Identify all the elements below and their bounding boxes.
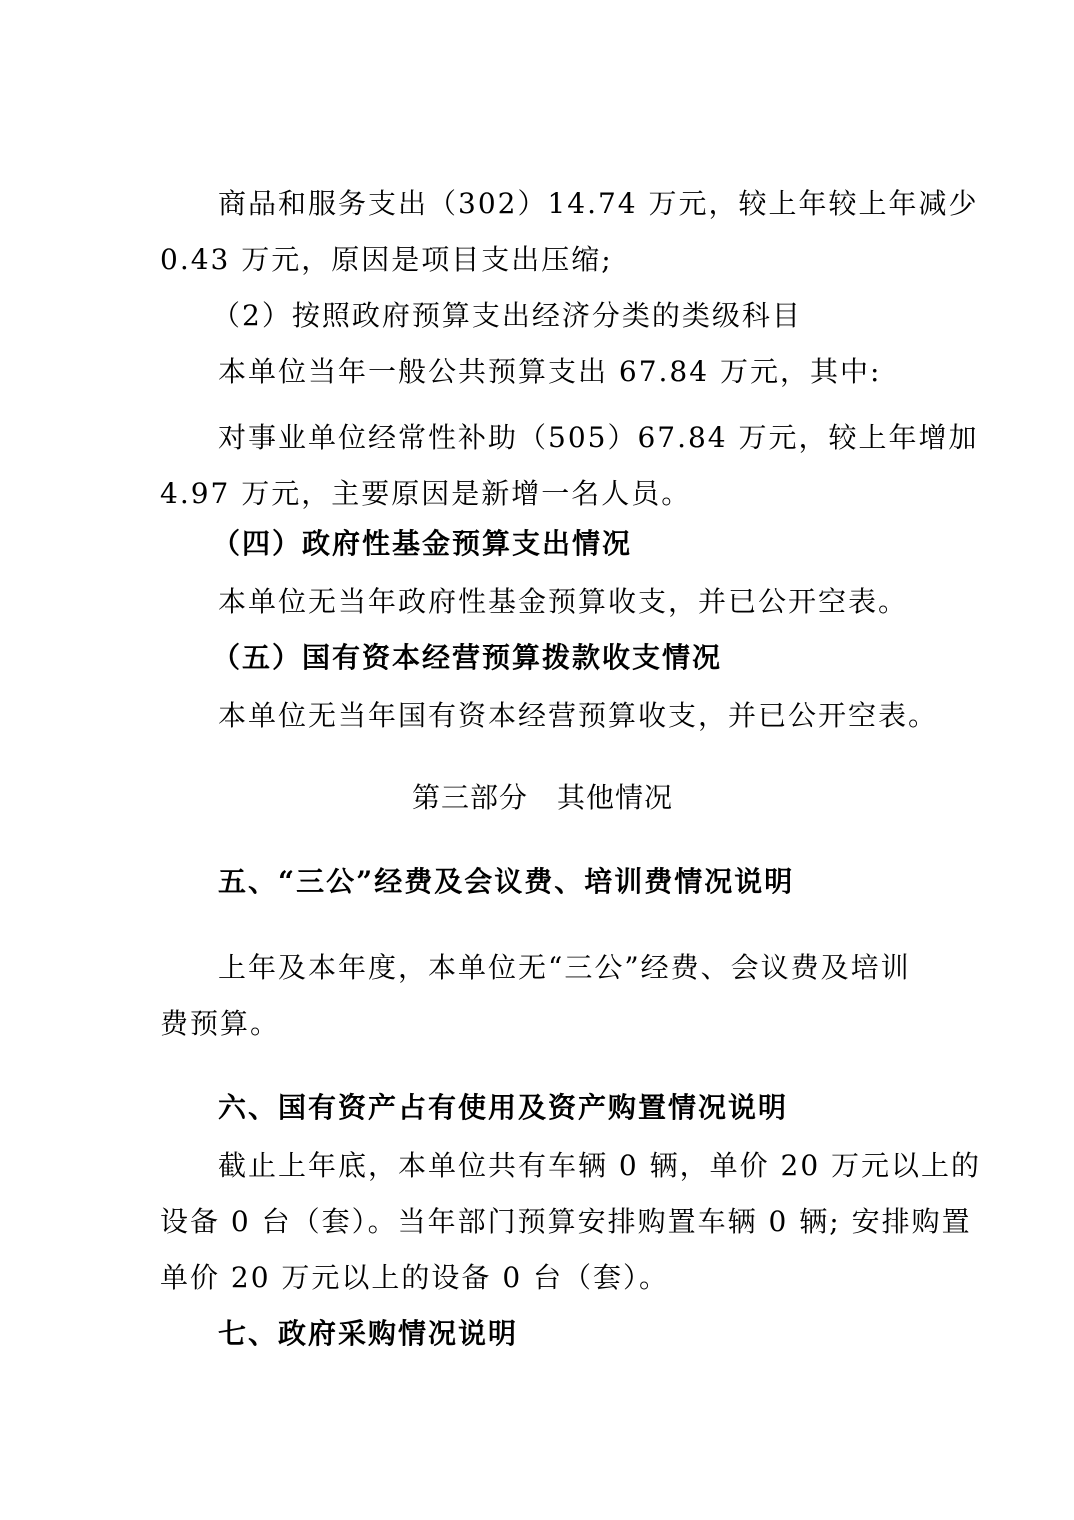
section-heading: （五）国有资本经营预算拨款收支情况 xyxy=(212,641,723,674)
subheading: （2）按照政府预算支出经济分类的类级科目 xyxy=(212,299,802,332)
section-heading: 五、“三公”经费及会议费、培训费情况说明 xyxy=(218,865,795,898)
section-heading: 七、政府采购情况说明 xyxy=(218,1317,519,1350)
part-title: 第三部分 其他情况 xyxy=(412,781,674,814)
section-heading: （四）政府性基金预算支出情况 xyxy=(212,527,633,560)
paragraph-line: 本单位当年一般公共预算支出 67.84 万元，其中: xyxy=(218,355,882,388)
paragraph-line: 设备 0 台（套）。当年部门预算安排购置车辆 0 辆; 安排购置 xyxy=(160,1205,972,1238)
paragraph-line: 0.43 万元，原因是项目支出压缩; xyxy=(160,243,613,276)
paragraph-line: 单价 20 万元以上的设备 0 台（套）。 xyxy=(160,1261,670,1294)
paragraph-line: 本单位无当年国有资本经营预算收支，并已公开空表。 xyxy=(218,699,939,732)
section-heading: 六、国有资产占有使用及资产购置情况说明 xyxy=(218,1091,789,1124)
paragraph-line: 4.97 万元，主要原因是新增一名人员。 xyxy=(160,477,692,510)
paragraph-line: 上年及本年度，本单位无“三公”经费、会议费及培训 xyxy=(218,951,911,984)
paragraph-line: 本单位无当年政府性基金预算收支，并已公开空表。 xyxy=(218,585,909,618)
paragraph-line: 费预算。 xyxy=(160,1007,281,1040)
paragraph-line: 商品和服务支出（302）14.74 万元，较上年较上年减少 xyxy=(218,187,979,220)
paragraph-line: 对事业单位经常性补助（505）67.84 万元，较上年增加 xyxy=(218,421,979,454)
paragraph-line: 截止上年底，本单位共有车辆 0 辆，单价 20 万元以上的 xyxy=(218,1149,982,1182)
